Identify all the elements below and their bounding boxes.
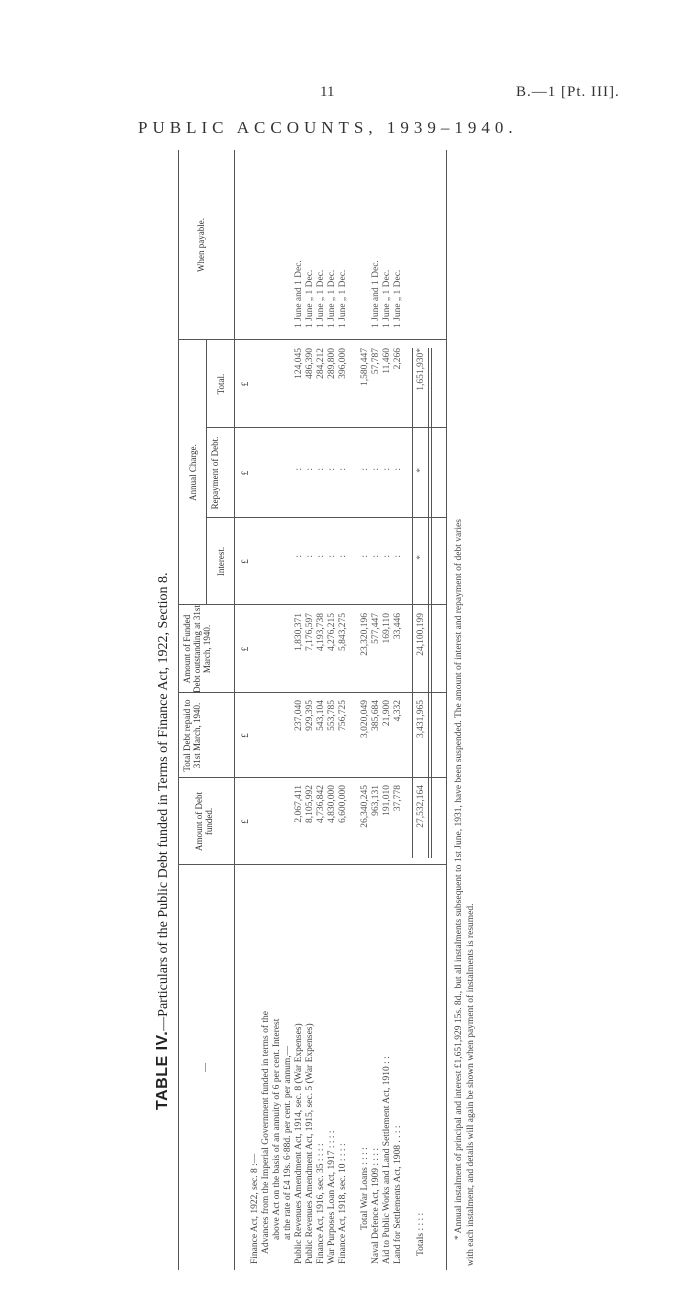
cell-funded: 963,131 [371, 785, 381, 816]
cell-total: 1,580,447 [360, 348, 370, 386]
totals-rule [412, 348, 413, 858]
cell-interest: : [338, 555, 348, 558]
cell-repaid: 3,431,965 [416, 700, 426, 738]
currency-symbol: £ [240, 733, 250, 738]
cell-total: 1,651,930* [416, 348, 426, 391]
currency-symbol: £ [240, 381, 250, 387]
cell-repayment: : [294, 468, 304, 471]
cell-when-payable: 1 June „ 1 Dec. [338, 269, 348, 328]
cell-total: 284,212 [316, 348, 326, 379]
cell-outstanding: 577,447 [371, 613, 381, 644]
cell-when-payable: 1 June „ 1 Dec. [316, 269, 326, 328]
rotated-table-region [150, 130, 490, 1270]
page-number: 11 [320, 84, 335, 100]
cell-outstanding: 4,276,215 [327, 613, 337, 651]
row-label: Finance Act, 1918, sec. 10 : : : : [338, 1143, 348, 1264]
cell-funded: 37,778 [393, 785, 403, 812]
currency-symbol: £ [240, 646, 250, 652]
cell-outstanding: 1,830,371 [294, 613, 304, 651]
cell-funded: 26,340,245 [360, 785, 370, 828]
cell-interest: : [360, 555, 370, 558]
cell-when-payable: 1 June „ 1 Dec. [382, 269, 392, 328]
cell-outstanding: 4,193,738 [316, 613, 326, 651]
cell-outstanding: 33,446 [393, 613, 403, 640]
cell-repayment: : [305, 468, 315, 471]
cell-funded: 4,736,842 [316, 785, 326, 823]
cell-when-payable: 1 June „ 1 Dec. [305, 269, 315, 328]
cell-when-payable: 1 June „ 1 Dec. [393, 269, 403, 328]
totals-double-rule [431, 348, 432, 858]
row-label: Land for Settlements Act, 1908 . . : : [393, 1125, 403, 1264]
table-heading [154, 572, 172, 1110]
cell-total: 11,460 [382, 348, 392, 374]
row-label: War Purposes Loan Act, 1917 : : : : [327, 1130, 337, 1264]
header-outstanding: Amount of Funded Debt outstanding at 31st March, 1940. [182, 605, 212, 693]
intro-line: Finance Act, 1922, sec. 8 :— [250, 1153, 260, 1264]
header-total: Total. [216, 373, 226, 395]
cell-funded: 6,600,000 [338, 785, 348, 823]
header-description: — [200, 1063, 210, 1072]
cell-repaid: 21,900 [382, 700, 392, 727]
cell-interest: : [305, 555, 315, 558]
header-annual-charge: Annual Charge. [188, 444, 198, 501]
cell-outstanding: 7,176,597 [305, 613, 315, 651]
annual-charge-divider [206, 340, 207, 605]
totals-double-rule [428, 348, 429, 858]
header-bottom-border [234, 150, 235, 1270]
cell-repayment: : [316, 468, 326, 471]
table-title: —Particulars of the Public Debt funded in Terms of Finance Act, 1922, Section 8. [156, 572, 171, 1031]
cell-total: 289,800 [327, 348, 337, 379]
row-label: Aid to Public Works and Land Settlement Act, 1910 : : [382, 1056, 392, 1264]
header-repayment: Repayment of Debt. [210, 436, 220, 510]
cell-funded: 191,010 [382, 785, 392, 816]
table-number: TABLE IV. [154, 1030, 171, 1110]
page-title: PUBLIC ACCOUNTS, 1939–1940. [138, 118, 518, 137]
cell-repaid: 3,020,049 [360, 700, 370, 738]
cell-repaid: 756,725 [338, 700, 348, 731]
header-when-payable: When payable. [196, 218, 206, 272]
row-label: Naval Defence Act, 1909 : : : : [371, 1147, 381, 1264]
cell-interest: : [382, 555, 392, 558]
cell-interest: : [393, 555, 403, 558]
cell-interest: : [327, 555, 337, 558]
intro-line: Advances from the Imperial Government funded in terms of the [261, 1011, 271, 1254]
header-amount-funded: Amount of Debt funded. [194, 792, 214, 851]
cell-repayment: : [360, 468, 370, 471]
cell-repaid: 553,785 [327, 700, 337, 731]
cell-interest: * [416, 555, 426, 560]
cell-outstanding: 24,100,199 [416, 613, 426, 656]
cell-total: 57,787 [371, 348, 381, 375]
intro-line: above Act on the basis of an annuity of 6 per cent. Interest [272, 1018, 282, 1240]
cell-repaid: 237,040 [294, 700, 304, 731]
row-label: Totals : : : : [416, 1212, 426, 1256]
cell-total: 396,000 [338, 348, 348, 379]
cell-interest: : [371, 555, 381, 558]
cell-when-payable: 1 June and 1 Dec. [371, 260, 381, 328]
table-bottom-border [446, 150, 447, 1270]
currency-symbol: £ [240, 559, 250, 564]
row-label: Finance Act, 1916, sec. 35 : : : : [316, 1143, 326, 1264]
cell-repayment: : [327, 468, 337, 471]
cell-interest: : [294, 555, 304, 558]
cell-repayment: : [371, 468, 381, 471]
cell-outstanding: 5,843,275 [338, 613, 348, 651]
cell-total: 124,045 [294, 348, 304, 379]
header-total-repaid: Total Debt repaid to 31st March, 1940. [182, 699, 202, 772]
cell-repayment: : [393, 468, 403, 471]
cell-when-payable: 1 June and 1 Dec. [294, 260, 304, 328]
header-interest: Interest. [216, 546, 226, 577]
cell-outstanding: 23,320,196 [360, 613, 370, 656]
footnote: * Annual instalment of principal and interest £1,651,929 15s. 8d., but all instalments subsequent to 1st June, 1931, have been suspended. The amount of interest and repayment of debt varies [454, 519, 464, 1240]
document-code: B.—1 [Pt. III]. [516, 84, 620, 100]
row-label: Public Revenues Amendment Act, 1914, sec. 8 (War Expenses) [294, 1023, 304, 1264]
cell-repaid: 385,684 [371, 700, 381, 731]
cell-repaid: 4,332 [393, 700, 403, 722]
cell-total: 2,266 [393, 348, 403, 370]
currency-symbol: £ [240, 470, 250, 476]
currency-symbol: £ [240, 819, 250, 824]
cell-funded: 2,067,411 [294, 785, 304, 823]
cell-funded: 8,105,992 [305, 785, 315, 823]
cell-repayment: : [338, 468, 348, 471]
cell-when-payable: 1 June „ 1 Dec. [327, 269, 337, 328]
cell-repayment: : [382, 468, 392, 471]
cell-repaid: 929,395 [305, 700, 315, 731]
row-label: Public Revenues Amendment Act, 1915, sec. 5 (War Expenses) [305, 1023, 315, 1264]
cell-funded: 27,532,164 [416, 785, 426, 828]
cell-interest: : [316, 555, 326, 558]
cell-repaid: 543,104 [316, 700, 326, 731]
cell-total: 486,390 [305, 348, 315, 379]
cell-funded: 4,830,000 [327, 785, 337, 823]
intro-line: at the rate of £4 19s. 6·88d. per cent. per annum,— [283, 1045, 293, 1240]
table-top-border [178, 150, 179, 1270]
cell-outstanding: 169,110 [382, 613, 392, 644]
row-label: Total War Loans : : : : [360, 1147, 370, 1230]
footnote: with each instalment, and details will again be shown when payment of instalments is resumed. [466, 903, 476, 1266]
cell-repayment: * [416, 468, 426, 473]
